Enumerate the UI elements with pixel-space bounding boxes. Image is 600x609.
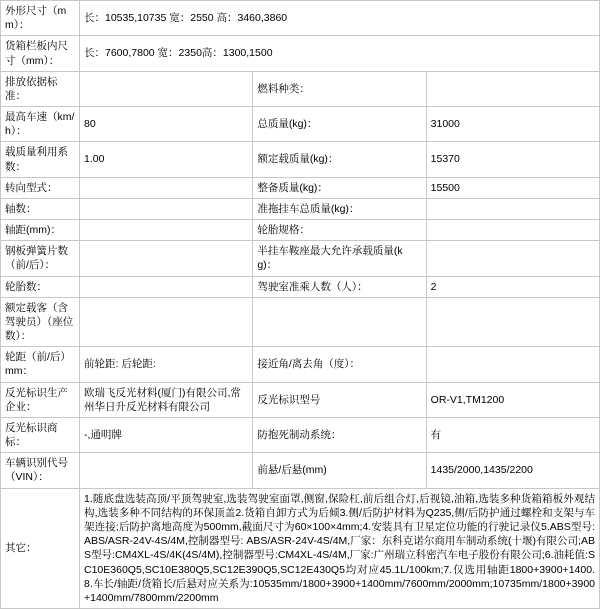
row-value-secondary: 1435/2000,1435/2200 [426, 453, 599, 488]
row-label-secondary: 燃料种类： [253, 71, 426, 106]
table-row [1, 241, 600, 276]
table-row [1, 36, 600, 71]
row-value: 前轮距: 后轮距: [80, 347, 253, 382]
row-value [80, 71, 253, 106]
row-value-secondary: 有 [426, 417, 599, 452]
row-value [80, 276, 253, 297]
row-value-secondary: 31000 [426, 107, 599, 142]
table-row [1, 297, 600, 347]
row-label-secondary: 驾驶室准乘人数（人）： [253, 276, 426, 297]
row-label-secondary: 整备质量(kg)： [253, 177, 426, 198]
row-label: 转向型式： [1, 177, 80, 198]
row-label-secondary: 准拖挂车总质量(kg)： [253, 198, 426, 219]
row-value [80, 198, 253, 219]
table-row [1, 417, 600, 452]
row-label-secondary: 额定载质量(kg)： [253, 142, 426, 177]
table-row [1, 1, 600, 36]
row-value-secondary: 15370 [426, 142, 599, 177]
row-label: 排放依据标准： [1, 71, 80, 106]
row-label-secondary: 反光标识型号 [253, 382, 426, 417]
row-value-secondary [426, 71, 599, 106]
row-value-secondary: 15500 [426, 177, 599, 198]
table-row [1, 198, 600, 219]
table-row-notes [1, 488, 600, 608]
row-value [80, 241, 253, 276]
row-value-secondary: OR-V1,TM1200 [426, 382, 599, 417]
row-value: 长：10535,10735 宽：2550 高：3460,3860 [80, 1, 600, 36]
row-label: 钢板弹簧片数（前/后）： [1, 241, 80, 276]
row-label-secondary: 防抱死制动系统： [253, 417, 426, 452]
table-row [1, 276, 600, 297]
row-label: 车辆识别代号（VIN）： [1, 453, 80, 488]
table-row [1, 107, 600, 142]
row-value [80, 177, 253, 198]
notes-label: 其它： [1, 488, 80, 608]
row-label: 最高车速（km/h）： [1, 107, 80, 142]
row-label-secondary: 半挂车鞍座最大允许承载质量(kg)： [253, 241, 426, 276]
row-value-secondary [426, 198, 599, 219]
row-value-secondary [426, 220, 599, 241]
row-value [80, 220, 253, 241]
row-label: 货箱栏板内尺寸（mm）： [1, 36, 80, 71]
row-value: 长：7600,7800 宽：2350高：1300,1500 [80, 36, 600, 71]
row-label: 轴距(mm)： [1, 220, 80, 241]
row-value: 1.00 [80, 142, 253, 177]
spec-table-body [1, 1, 600, 609]
row-label-secondary: 总质量(kg)： [253, 107, 426, 142]
table-row [1, 382, 600, 417]
table-row [1, 347, 600, 382]
row-label-secondary: 前悬/后悬(mm) [253, 453, 426, 488]
row-value: -,通明牌 [80, 417, 253, 452]
table-row [1, 71, 600, 106]
row-label: 外形尺寸（mm）： [1, 1, 80, 36]
table-row [1, 220, 600, 241]
row-label-secondary: 轮胎规格： [253, 220, 426, 241]
row-value-secondary [426, 297, 599, 347]
row-label: 反光标识商标： [1, 417, 80, 452]
row-label: 载质量利用系数： [1, 142, 80, 177]
row-value-secondary [426, 347, 599, 382]
notes-text: 1.随底盘选装高顶/平顶驾驶室,选装驾驶室面罩,侧窗,保险杠,前后组合灯,后视镜,油箱,选装多种货箱箱板外观结构,选装多种不同结构的环保顶盖2.货箱自卸方式为后倾3.侧/后防护材料为Q235,侧/后防护通过螺栓和支架与车架连接;后防护离地高度为500mm,截面尺寸为60×100×4mm;4.安装具有卫星定位功能的行驶记录仪5.ABS型号:ABS/ASR-24V-4S/4M,控制器型号: ABS/ASR-24V-4S/4M,厂家：东科克诺尔商用车制动系统(十堰)有限公司;ABS型号:CM4XL-4S/4K(4S/4M),控制器型号:CM4XL-4S/4M,厂家:广州瑞立科密汽车电子股份有限公司;6.油耗值:SC10E360Q5,SC10E380Q5,SC12E390Q5,SC12E430Q5均对应45.1L/100km;7.仅选用轴距1800+3900+1400.8.车长/轴距/货箱长/后悬对应关系为:10535mm/1800+3900+1400mm/7600mm/2000mm;10735mm/1800+3900+1400mm/7800mm/2200mm [80, 488, 600, 608]
row-value-secondary [426, 241, 599, 276]
table-row [1, 453, 600, 488]
row-label-secondary [253, 297, 426, 347]
table-row [1, 177, 600, 198]
row-label: 额定载客（含驾驶员）（座位数）： [1, 297, 80, 347]
table-row [1, 142, 600, 177]
row-label: 轴数： [1, 198, 80, 219]
row-label: 轮胎数： [1, 276, 80, 297]
row-label: 轮距（前/后）mm： [1, 347, 80, 382]
row-value: 欧瑞飞反光材料(厦门)有限公司,常州华日升反光材料有限公司 [80, 382, 253, 417]
row-value [80, 297, 253, 347]
row-value-secondary: 2 [426, 276, 599, 297]
row-label: 反光标识生产企业： [1, 382, 80, 417]
row-value [80, 453, 253, 488]
row-value: 80 [80, 107, 253, 142]
row-label-secondary: 接近角/离去角（度）： [253, 347, 426, 382]
